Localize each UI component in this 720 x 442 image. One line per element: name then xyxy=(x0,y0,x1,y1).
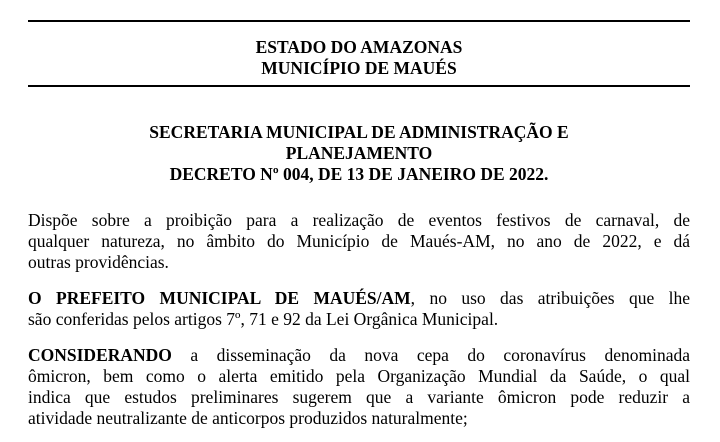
secretariat-line-2: PLANEJAMENTO xyxy=(285,143,433,163)
state-name: ESTADO DO AMAZONAS xyxy=(255,37,463,57)
secretariat-line-1: SECRETARIA MUNICIPAL DE ADMINISTRAÇÃO E xyxy=(149,122,569,142)
decree-title: DECRETO Nº 004, DE 13 DE JANEIRO DE 2022. xyxy=(169,164,549,184)
decree-heading xyxy=(28,122,690,185)
ementa-line: qualquer natureza, no âmbito do Município de Maués-AM, no ano de 2022, e dá xyxy=(28,231,690,251)
prefeito-text: , no uso das atribuições que lhe xyxy=(410,288,690,308)
considerando-lead: CONSIDERANDO xyxy=(28,345,172,365)
considerando-text: a disseminação da nova cepa do coronavírus denominada xyxy=(171,345,690,365)
considerando-line: atividade neutralizante de anticorpos produzidos naturalmente; xyxy=(28,408,468,428)
ementa-paragraph xyxy=(28,210,690,273)
considerando-paragraph xyxy=(28,345,690,429)
considerando-line xyxy=(28,345,690,366)
prefeito-line xyxy=(28,288,690,309)
ementa-line: Dispõe sobre a proibição para a realização de eventos festivos de carnaval, de xyxy=(28,210,690,230)
document-header xyxy=(28,37,690,79)
header-rule xyxy=(28,85,690,87)
prefeito-line: são conferidas pelos artigos 7º, 71 e 92 da Lei Orgânica Municipal. xyxy=(28,309,499,329)
considerando-line: ômicron, bem como o alerta emitido pela Organização Mundial da Saúde, o qual xyxy=(28,366,690,386)
prefeito-lead: O PREFEITO MUNICIPAL DE MAUÉS/AM xyxy=(28,288,411,308)
municipality-name: MUNICÍPIO DE MAUÉS xyxy=(261,58,457,78)
ementa-line: outras providências. xyxy=(28,252,169,272)
considerando-line: indica que estudos preliminares sugerem que a variante ômicron pode reduzir a xyxy=(28,387,690,407)
top-rule xyxy=(28,20,690,22)
prefeito-paragraph xyxy=(28,288,690,330)
